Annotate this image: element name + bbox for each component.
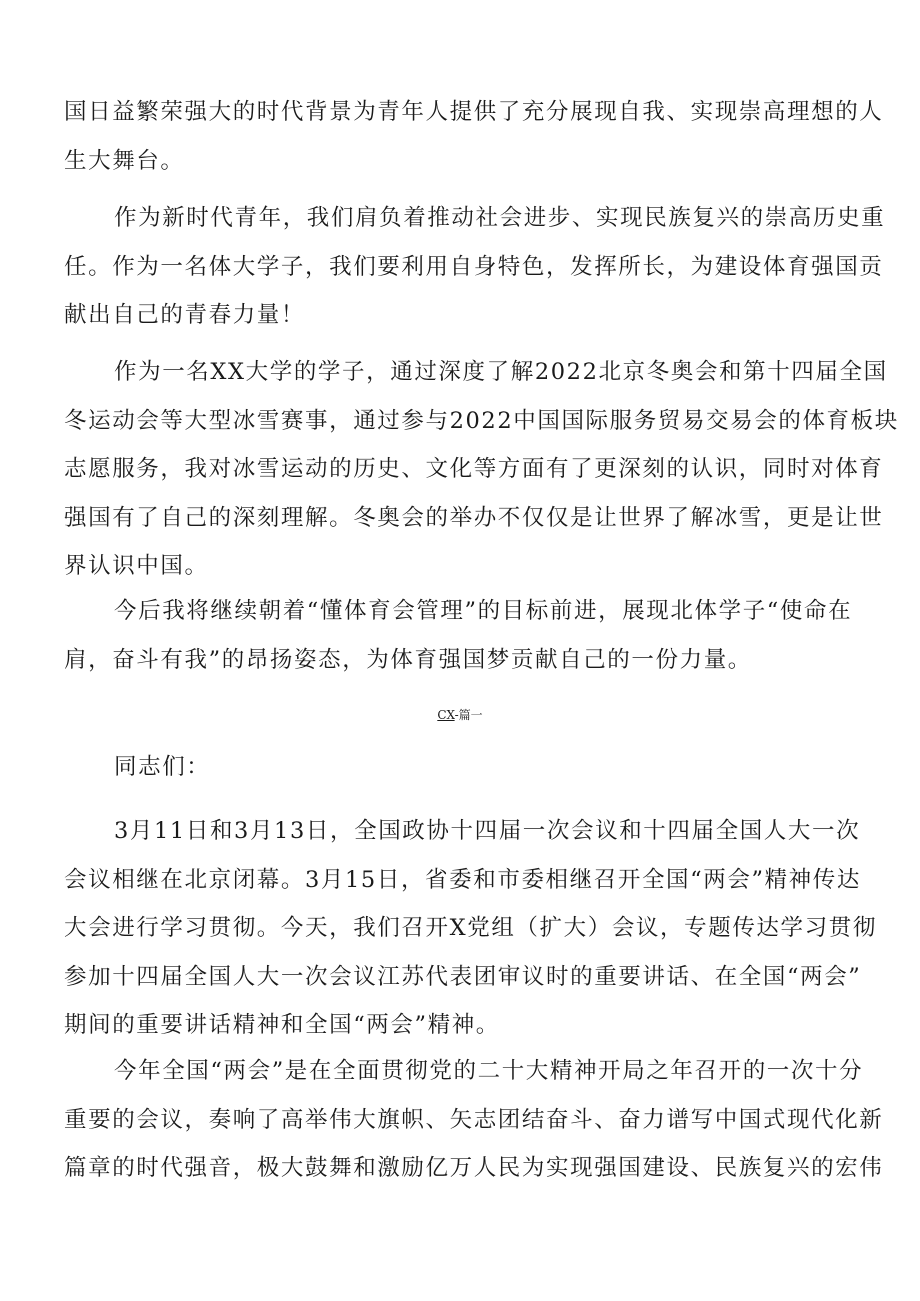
paragraph-line: 志愿服务，我对冰雪运动的历史、文化等方面有了更深刻的认识，同时对体育 xyxy=(64,456,884,483)
paragraph-line: 界认识中国。 xyxy=(64,553,209,580)
greeting-block xyxy=(64,743,854,792)
paragraph-line: 作为一名XX大学的学子，通过深度了解2022北京冬奥会和第十四届全国 xyxy=(114,359,888,385)
paragraph-line: 篇章的时代强音，极大鼓舞和激励亿万人民为实现强国建设、民族复兴的宏伟 xyxy=(64,1155,884,1182)
paragraph-line: 任。作为一名体大学子，我们要利用自身特色，发挥所长，为建设体育强国贡 xyxy=(64,253,884,280)
paragraph-line: 今年全国“两会”是在全面贯彻党的二十大精神开局之年召开的一次十分 xyxy=(114,1058,864,1084)
paragraph-2 xyxy=(64,194,886,340)
paragraph-line: 作为新时代青年，我们肩负着推动社会进步、实现民族复兴的崇高历史重 xyxy=(114,205,886,231)
paragraph-line: 冬运动会等大型冰雪赛事，通过参与2022中国国际服务贸易交易会的体育板块 xyxy=(64,407,899,434)
section-label xyxy=(0,707,920,723)
paragraph-6 xyxy=(64,1047,884,1193)
paragraph-5 xyxy=(64,807,877,1050)
paragraph-line: 3月11日和3月13日，全国政协十四届一次会议和十四届全国人大一次 xyxy=(114,818,861,844)
paragraph-line: 强国有了自己的深刻理解。冬奥会的举办不仅仅是让世界了解冰雪，更是让世 xyxy=(64,504,884,531)
paragraph-3 xyxy=(64,348,899,591)
paragraph-line: 肩，奋斗有我”的昂扬姿态，为体育强国梦贡献自己的一份力量。 xyxy=(64,646,752,673)
paragraph-line: 大会进行学习贯彻。今天，我们召开X党组（扩大）会议，专题传达学习贯彻 xyxy=(64,915,877,942)
paragraph-line: 会议相继在北京闭幕。3月15日，省委和市委相继召开全国“两会”精神传达 xyxy=(64,866,861,893)
paragraph-line: 生大舞台。 xyxy=(64,147,185,174)
greeting: 同志们： xyxy=(114,754,211,780)
paragraph-line: 献出自己的青春力量！ xyxy=(64,302,306,329)
paragraph-4 xyxy=(64,587,854,684)
paragraph-line: 国日益繁荣强大的时代背景为青年人提供了充分展现自我、实现崇高理想的人 xyxy=(64,99,884,125)
paragraph-line: 今后我将继续朝着“懂体育会管理”的目标前进，展现北体学子“使命在 xyxy=(114,598,853,624)
section-label-text: -篇一 xyxy=(454,708,483,722)
paragraph-1 xyxy=(64,88,884,185)
paragraph-line: 期间的重要讲话精神和全国“两会”精神。 xyxy=(64,1012,500,1039)
paragraph-line: 重要的会议，奏响了高举伟大旗帜、矢志团结奋斗、奋力谱写中国式现代化新 xyxy=(64,1106,884,1133)
paragraph-line: 参加十四届全国人大一次会议江苏代表团审议时的重要讲话、在全国“两会” xyxy=(64,963,862,990)
section-label-cx: CX xyxy=(437,708,455,722)
